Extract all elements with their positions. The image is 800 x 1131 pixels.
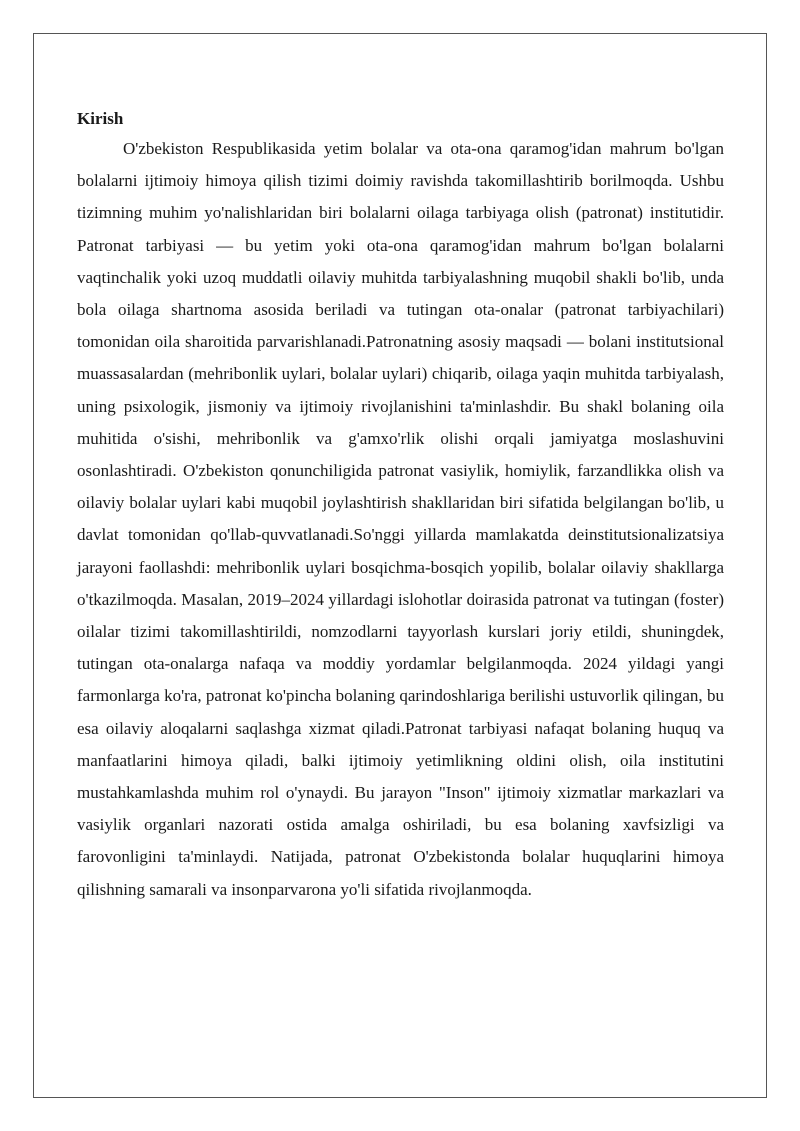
section-heading: Kirish: [77, 109, 124, 128]
body-paragraph: O'zbekiston Respublikasida yetim bolalar va ota-ona qaramog'idan mahrum bo'lgan bolalarni ijtimoiy himoya qilish tizimi doimiy ravishda takomillashtirib borilmoqda. Ushbu tizimning muhim yo'nalishlaridan biri bolalarni oilaga tarbiyaga olish (patronat) institutidir. Patronat tarbiyasi — bu yetim yoki ota-ona qaramog'idan mahrum bo'lgan bolalarni vaqtinchalik yoki uzoq muddatli oilaviy muhitda tarbiyalashning muqobil shakli bo'lib, unda bola oilaga shartnoma asosida beriladi va tutingan ota-onalar (patronat tarbiyachilari) tomonidan oila sharoitida parvarishlanadi.Patronatning asosiy maqsadi — bolani institutsional muassasalardan (mehribonlik uylari, bolalar uylari) chiqarib, oilaga yaqin muhitda tarbiyalash, uning psixologik, jismoniy va ijtimoiy rivojlanishini ta'minlashdir. Bu shakl bolaning oila muhitida o'sishi, mehribonlik va g'amxo'rlik olishi orqali jamiyatga moslashuvini osonlashtiradi. O'zbekiston qonunchiligida patronat vasiylik, homiylik, farzandlikka olish va oilaviy bolalar uylari kabi muqobil joylashtirish shakllaridan biri sifatida belgilangan bo'lib, u davlat tomonidan qo'llab-quvvatlanadi.So'nggi yillarda mamlakatda deinstitutsionalizatsiya jarayoni faollashdi: mehribonlik uylari bosqichma-bosqich yopilib, bolalar oilaviy shakllarga o'tkazilmoqda. Masalan, 2019–2024 yillardagi islohotlar doirasida patronat va tutingan (foster) oilalar tizimi takomillashtirildi, nomzodlarni tayyorlash kurslari joriy etildi, shuningdek, tutingan ota-onalarga nafaqa va moddiy yordamlar belgilanmoqda. 2024 yildagi yangi farmonlarga ko'ra, patronat ko'pincha bolaning qarindoshlariga berilishi ustuvorlik qilingan, bu esa oilaviy aloqalarni saqlashga xizmat qiladi.Patronat tarbiyasi nafaqat bolaning huquq va manfaatlarini himoya qiladi, balki ijtimoiy yetimlikning oldini olish, oila institutini mustahkamlashda muhim rol o'ynaydi. Bu jarayon "Inson" ijtimoiy xizmatlar markazlari va vasiylik organlari nazorati ostida amalga oshiriladi, bu esa bolaning xavfsizligi va farovonligini ta'minlaydi. Natijada, patronat O'zbekistonda bolalar huquqlarini himoya qilishning samarali va insonparvarona yo'li sifatida rivojlanmoqda.: [77, 139, 724, 899]
document-body: [77, 105, 724, 906]
